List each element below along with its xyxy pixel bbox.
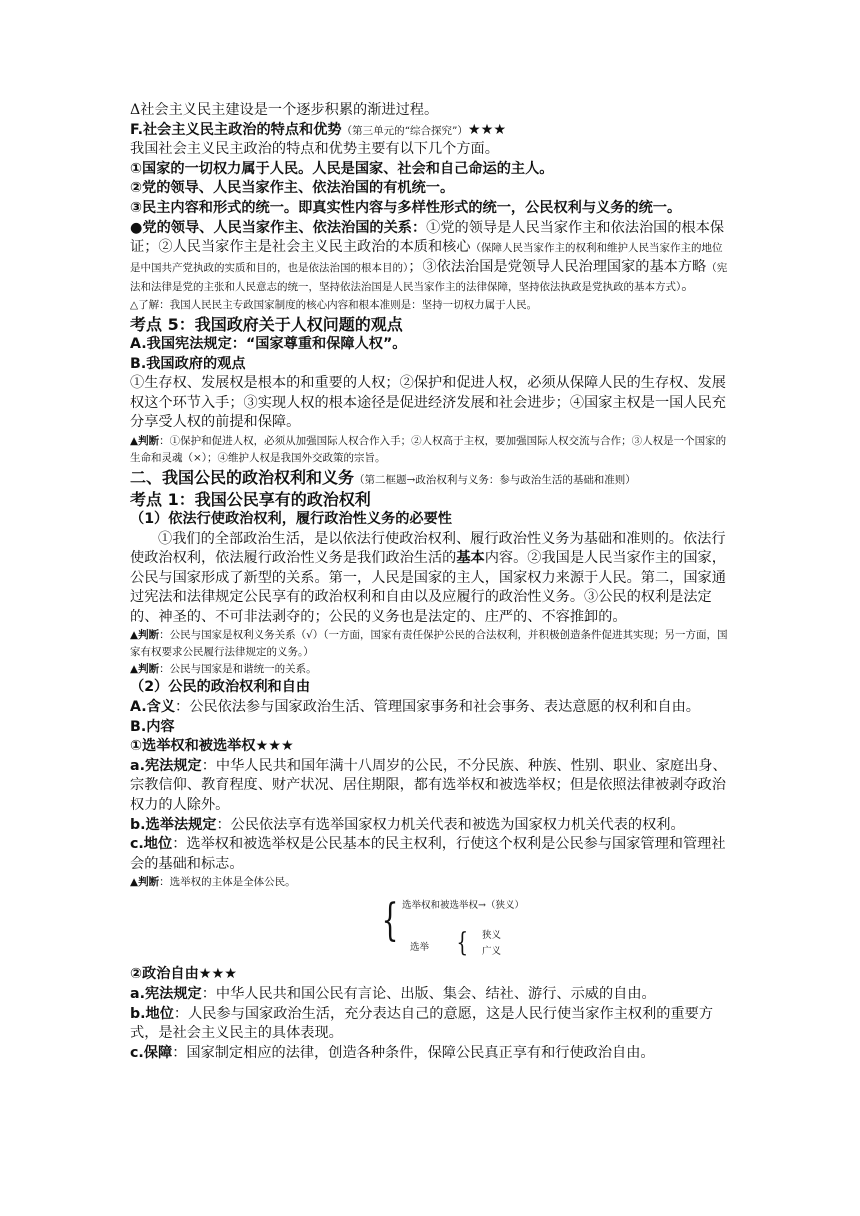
- item-label: c.保障: [130, 1044, 173, 1061]
- section-2-note: （第二框题→政治权利与义务：参与政治生活的基础和准则）: [354, 473, 636, 486]
- content-b: B.内容: [130, 718, 175, 735]
- document-page: [130, 101, 732, 1063]
- point-1: ①国家的一切权力属于人民。人民是国家、社会和自己命运的主人。: [130, 160, 554, 177]
- kaodian5-b: B.我国政府的观点: [130, 355, 246, 372]
- necessity-bold: 基本: [456, 550, 485, 567]
- heading-F: [130, 121, 732, 141]
- judge-4: [130, 874, 732, 891]
- judge-2: [130, 627, 732, 661]
- judge-text: ：选举权的主体是全体公民。: [159, 876, 296, 889]
- item-text: ：选举权和被选举权是公民基本的民主权利，行使这个权利是公民参与国家管理和管理社会的基础和标志。: [130, 836, 726, 872]
- left-brace-icon: {: [381, 895, 399, 947]
- point-2: ②党的领导、人民当家作主、依法治国的有机统一。: [130, 180, 455, 197]
- relation-text-a: ①党的领导是人民当家作主和依法治国的根本保证；②人民当家作主是社会主义民主政治的本质和核心: [130, 219, 725, 256]
- line-intro: 我国社会主义民主政治的特点和优势主要有以下几个方面。: [130, 141, 499, 158]
- diagram-narrow: 狭义: [482, 930, 502, 942]
- judge-label: ▲判断: [130, 434, 160, 447]
- item-label: b.地位: [130, 1005, 174, 1022]
- right-1-b: [130, 816, 732, 836]
- relation-heading: ●党的领导、人民当家作主、依法治国的关系：: [130, 219, 427, 236]
- diagram-left: 选举: [410, 942, 430, 954]
- definition-text: ：公民依法参与国家政治生活、管理国家事务和社会事务、表达意愿的权利和自由。: [175, 699, 700, 716]
- item-text: ：国家制定相应的法律，创造各种条件，保障公民真正享有和行使政治自由。: [172, 1044, 655, 1061]
- judge-1: [130, 433, 732, 467]
- right-2-c: [130, 1044, 732, 1064]
- paragraph-necessity: [130, 530, 732, 628]
- item-label: b.选举法规定: [130, 816, 217, 833]
- right-2-a: [130, 985, 732, 1005]
- relation-note-a: （保障人民当家作主的权利和维护人民当家作主的地位是中国共产党执政的实质和目的，也是依法治国的根本目的）: [130, 242, 723, 274]
- definition-a: [130, 698, 732, 718]
- paragraph-party-relation: [130, 219, 732, 297]
- relation-note-b: （宪法和法律是党的主张和人民意志的统一，坚持依法治国是人民当家作主的法律保障，坚持依法执政是党执政的基本方式）: [130, 261, 728, 294]
- judge-3: [130, 661, 732, 678]
- item-text: ：中华人民共和国年满十八周岁的公民，不分民族、种族、性别、职业、家庭出身、宗教信仰、教育程度、财产状况、居住期限，都有选举权和被选举权；但是依照法律被剥夺政治权力的人除外。: [130, 757, 727, 814]
- small-brace-icon: {: [456, 928, 469, 959]
- heading-kaodian-1: 考点 1：我国公民享有的政治权利: [130, 489, 371, 509]
- item-label: a.宪法规定: [130, 757, 202, 774]
- relation-end: 。: [681, 278, 696, 295]
- kaodian5-a: A.我国宪法规定：“国家尊重和保障人权”。: [130, 335, 407, 352]
- judge-text: ：公民与国家是权利义务关系（√）（一方面，国家有责任保护公民的合法权利，并积极创造条件促进其实现；另一方面，国家有权要求公民履行法律规定的义务。）: [130, 629, 728, 659]
- line-democracy-process: Δ社会主义民主建设是一个逐步积累的渐进过程。: [130, 102, 439, 118]
- definition-label: A.含义: [130, 699, 176, 716]
- right-1-title: ①选举权和被选举权★★★: [130, 738, 294, 755]
- heading-kaodian-5: 考点 5：我国政府关于人权问题的观点: [130, 314, 403, 334]
- election-diagram: [130, 893, 732, 959]
- heading-F-stars: ★★★: [467, 121, 507, 138]
- note-understand: △了解：我国人民民主专政国家制度的核心内容和根本准则是：坚持一切权力属于人民。: [130, 298, 538, 311]
- judge-text: ：①保护和促进人权，必须从加强国际人权合作入手；②人权高于主权，要加强国际人权交流与合作；③人权是一个国家的生命和灵魂（×）；④维护人权是我国外交政策的宗旨。: [130, 434, 727, 464]
- point-3: ③民主内容和形式的统一。即真实性内容与多样性形式的统一，公民权利与义务的统一。: [130, 199, 682, 216]
- item-text: ：人民参与国家政治生活，充分表达自己的意愿，这是人民行使当家作主权利的重要方式，是社会主义民主的具体表现。: [130, 1005, 714, 1042]
- judge-label: ▲判断: [130, 876, 160, 889]
- item-label: c.地位: [130, 836, 173, 853]
- section-2-title: 二、我国公民的政治权利和义务: [130, 467, 355, 487]
- kaodian5-paragraph: ①生存权、发展权是根本的和重要的人权；②保护和促进人权，必须从保障人民的生存权、发展权这个环节入手；③实现人权的根本途径是促进经济发展和社会进步；④国家主权是一国人民充分享受人权的前提和保障。: [130, 375, 726, 431]
- item-text: ：中华人民共和国公民有言论、出版、集会、结社、游行、示威的自由。: [201, 986, 656, 1002]
- right-2-title: ②政治自由★★★: [130, 966, 237, 983]
- judge-label: ▲判断: [130, 663, 160, 676]
- diagram-top: 选举权和被选举权→（狭义）: [402, 900, 524, 912]
- heading-F-main: F.社会主义民主政治的特点和优势: [130, 121, 342, 138]
- right-1-c: [130, 835, 732, 874]
- necessity-text-b: 内容。②我国是人民当家作主的国家，公民与国家形成了新型的关系。第一，人民是国家的主人，国家权力来源于人民。第二，国家通过宪法和法律规定公民享有的政治权利和自由以及应履行的政治性义务。③公民的权利是法定的、神圣的、不可非法剥夺的；公民的义务也是法定的、庄严的、不容推卸的。: [130, 550, 726, 625]
- relation-text-b: ；③依法治国是党领导人民治理国家的基本方略: [408, 258, 707, 275]
- heading-F-note: （第三单元的“综合探究”）: [341, 124, 468, 137]
- right-2-b: [130, 1005, 732, 1044]
- right-1-a: [130, 757, 732, 816]
- judge-label: ▲判断: [130, 629, 160, 642]
- judge-text: ：公民与国家是和谐统一的关系。: [159, 663, 317, 676]
- item-label: a.宪法规定: [130, 986, 202, 1002]
- subheading-1: （1）依法行使政治权利，履行政治性义务的必要性: [130, 510, 452, 527]
- diagram-broad: 广义: [482, 946, 502, 958]
- necessity-text-a: ①我们的全部政治生活，是以依法行使政治权利、履行政治性义务为基础和准则的。依法行使政治权利，依法履行政治性义务是我们政治生活的: [130, 530, 726, 567]
- heading-section-2: [130, 467, 732, 489]
- subheading-2: （2）公民的政治权利和自由: [130, 679, 311, 696]
- item-text: ：公民依法享有选举国家权力机关代表和被选为国家权力机关代表的权利。: [216, 816, 685, 833]
